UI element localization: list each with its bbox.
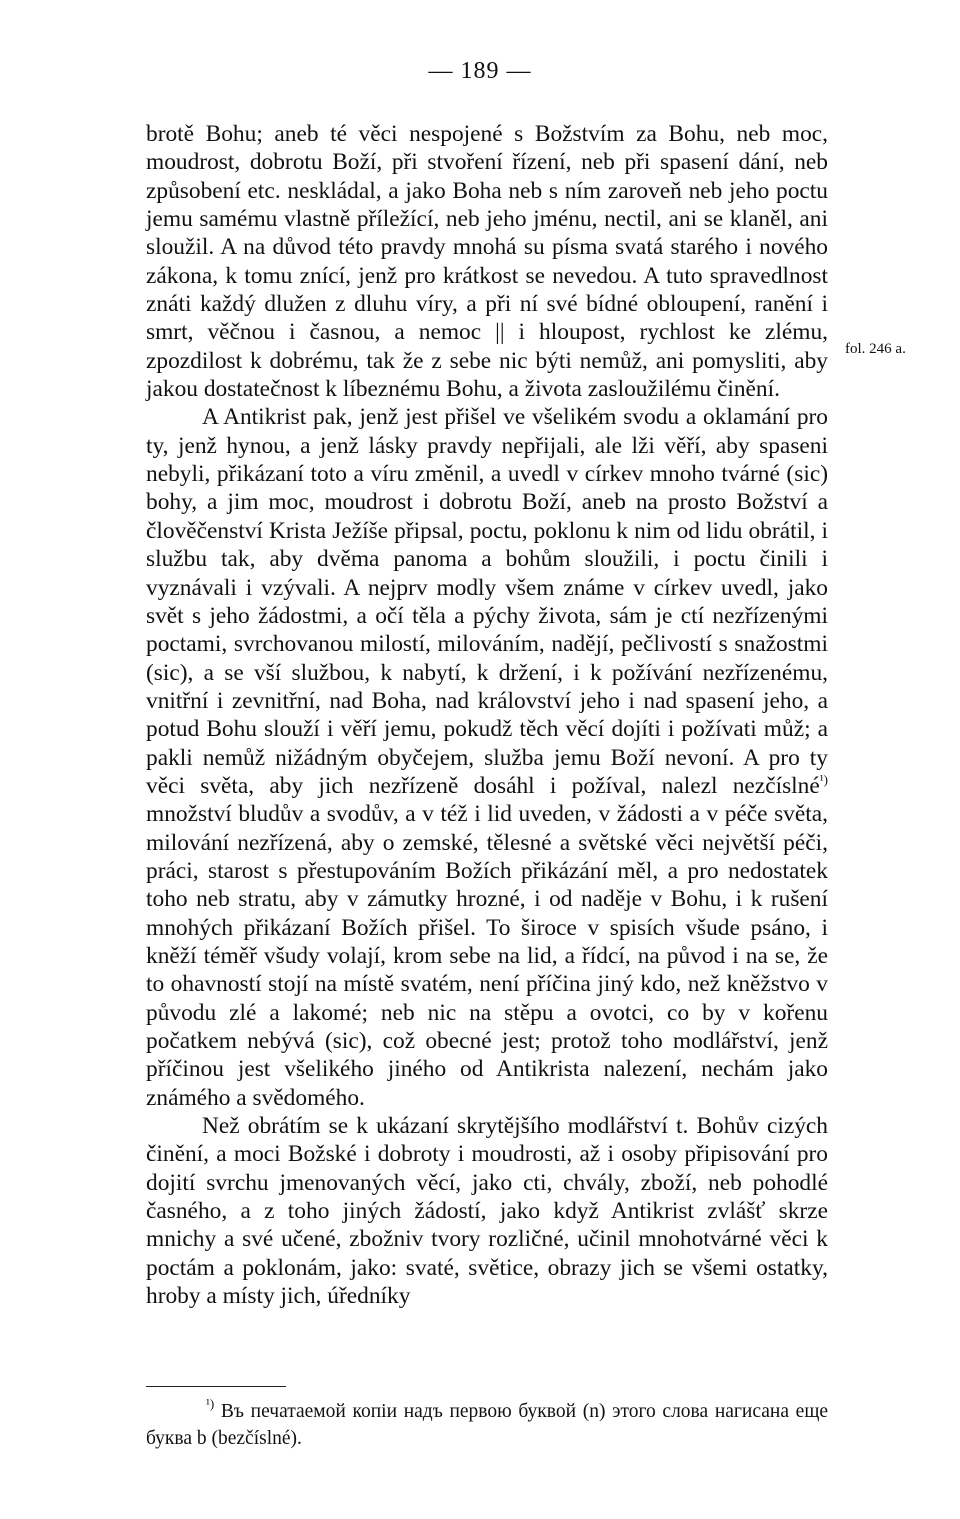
footnote [146, 1398, 828, 1452]
paragraph-2-continuation: množství bludův a svodův, a v též i lid uveden, v žádosti a v péče světa, milování nezřízená, aby o zemské, tělesné a světské věci největší péči, práci, starost s přestupováním Božích přikázání měl, a pro nedostatek toho neb stratu, aby v zámutky hrozné, i od naděje v Bohu, i k rušení mnohých přikázaní Božích přišel. To široce v spisích všude psáno, i kněží téměř všudy volají, krom sebe na lid, a řídcí, na původ i na se, že to ohavností stojí na místě svatém, není příčina jiný kdo, než kněžstvo v původu zlé a lakomé; neb nic na stěpu a ovotci, co by v kořenu počatkem nebývá (sic), což obecné jest; protož toho modlářství, jenž příčinou jest všelikého jiného od Antikrista nalezení, nechám jako známého a svědomého. [146, 801, 828, 1111]
main-text [146, 120, 828, 1310]
margin-folio-note: fol. 246 a. [845, 341, 906, 357]
paragraph-1: brotě Bohu; aneb té věci nespojené s Božstvím za Bohu, neb moc, moudrost, dobrotu Boží, při stvoření řízení, neb při spasení dání, neb způsobení etc. neskládal, a jako Boha neb s ním zaroveň neb jeho poctu jemu samému vlastně příležící, neb jeho jménu, nectil, ani se klaněl, ani sloužil. A na důvod této pravdy mnohá su písma svatá starého i nového zákona, k tomu znící, jenž pro krátkost se nevedou. A tuto spravedlnost znáti každý dlužen z dluhu víry, a při ní své bídné obloupení, ranění i smrt, věčnou i časnou, a nemoc || i hloupost, rychlost ke zlému, zpozdilost k dobrému, tak že z sebe nic býti nemůž, ani pomysliti, aby jakou dostatečnost k líbeznému Bohu, a života zasloužilému činění. [146, 121, 828, 403]
footnote-divider [146, 1386, 286, 1387]
paragraph-2 [146, 403, 828, 1112]
footnote-text: Въ печатаемой копіи надъ первою буквой (n) этого слова нагисана еще буква b (bezčíslné). [146, 1401, 828, 1449]
paragraph-3: Než obrátím se k ukázaní skrytějšího modlářství t. Bohův cizých činění, a moci Božské i dobroty i moudrosti, až i osoby připisování pro dojití svrchu jmenovaných věcí, jako cti, chvály, zboží, neb pohodlé časného, a z toho jiných žádostí, jako když Antikrist zvlášť skrze mnichy a své učené, zbožniv tvory rozličné, učinil mnohotvárné věci k poctám a poklonám, jako: svaté, světice, obrazy jich se všemi ostatky, hroby a místy jich, úředníky [146, 1113, 828, 1310]
footnote-reference: ¹) [819, 771, 828, 787]
page-number: — 189 — [428, 58, 532, 84]
footnote-marker: ¹) [206, 1396, 215, 1411]
paragraph-2-text: A Antikrist pak, jenž jest přišel ve všelikém svodu a oklamání pro ty, jenž hynou, a jenž lásky pravdy nepřijali, ale lži věří, aby spaseni nebyli, přikázaní toto a víru změnil, a uvedl v církev mnoho tvárné (sic) bohy, a jim moc, moudrost i dobrotu Boží, aneb na prosto Božství a člověčenství Krista Ježíše připsal, poctu, poklonu k nim od lidu obrátil, i službu tak, aby dvěma panoma a bohům sloužili, i poctu činili i vyznávali i vzývali. A nejprv modly všem známe v církev uvedl, jako svět s jeho žádostmi, a očí těla a pýchy života, sám je ctí nezřízenými poctami, svrchovanou milostí, milováním, nadějí, pečlivostí s snažostmi (sic), a se vší službou, k nabytí, k držení, i k požívání nezřízenému, vnitřní i zevnitřní, nad Boha, nad království jeho i nad spasení jeho, a potud Bohu slouží i věří jemu, pokudž těch věcí dojíti i požívati můž; a pakli nemůž nižádným obyčejem, služba jemu Boží nevoní. A pro ty věci světa, aby jich nezřízeně dosáhl i požíval, nalezl nezčíslné [146, 404, 828, 799]
